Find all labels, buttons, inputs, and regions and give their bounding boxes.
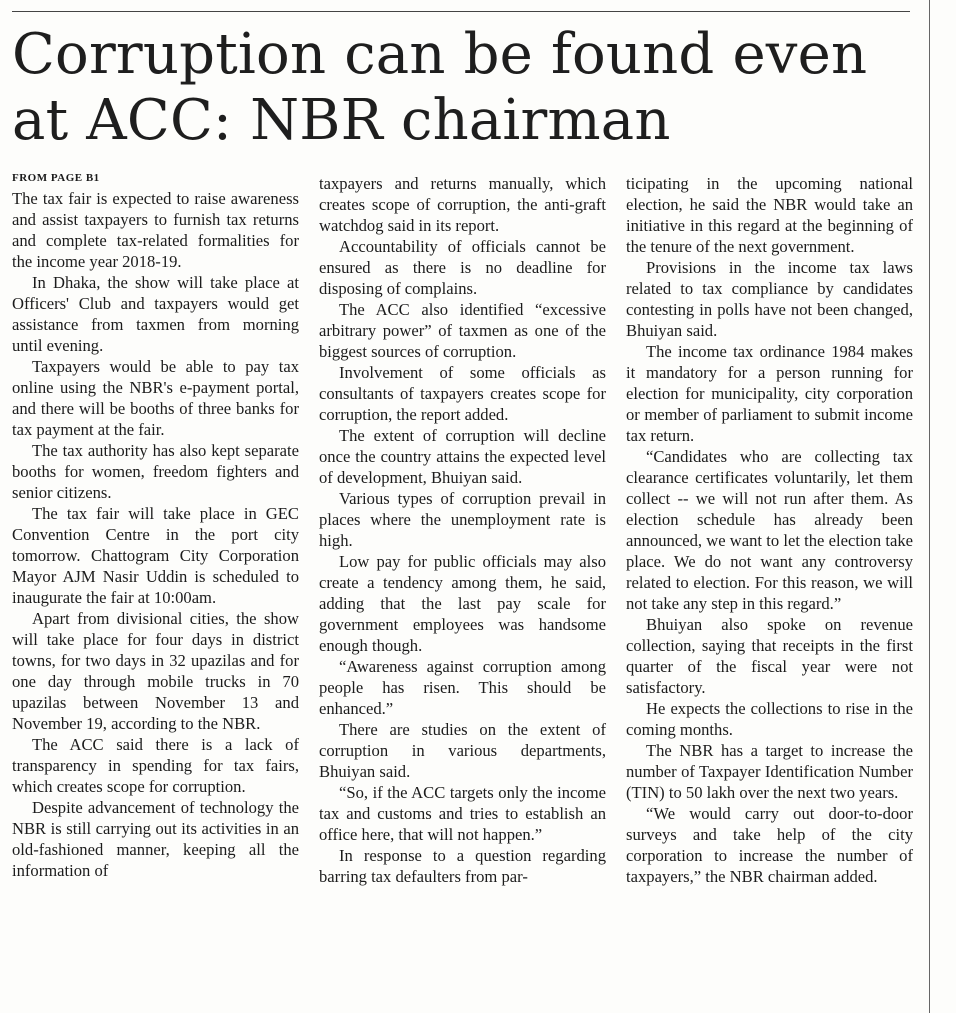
paragraph: Apart from divisional cities, the show will take place for four days in district towns, for two days in 32 upazilas and for one day through mobile trucks in 70 upazilas between November 13 and November 19, according to the NBR. bbox=[12, 609, 299, 733]
paragraph: In Dhaka, the show will take place at Officers' Club and taxpayers would get assistance from taxmen from morning until evening. bbox=[12, 273, 299, 355]
paragraph: The tax authority has also kept separate booths for women, freedom fighters and senior citizens. bbox=[12, 441, 299, 502]
article-column-2 bbox=[319, 173, 606, 887]
paragraph: The ACC said there is a lack of transparency in spending for tax fairs, which creates scope for corruption. bbox=[12, 735, 299, 796]
paragraph: Various types of corruption prevail in places where the unemployment rate is high. bbox=[319, 489, 606, 550]
paragraph: The tax fair will take place in GEC Convention Centre in the port city tomorrow. Chattogram City Corporation Mayor AJM Nasir Uddin is scheduled to inaugurate the fair at 10:00am. bbox=[12, 504, 299, 607]
paragraph: The income tax ordinance 1984 makes it mandatory for a person running for election for municipality, city corporation or member of parliament to submit income tax return. bbox=[626, 342, 913, 445]
paragraph: Bhuiyan also spoke on revenue collection, saying that receipts in the first quarter of the fiscal year were not satisfactory. bbox=[626, 615, 913, 697]
top-rule bbox=[12, 11, 910, 12]
paragraph: Taxpayers would be able to pay tax online using the NBR's e-payment portal, and there will be booths of three banks for tax payment at the fair. bbox=[12, 357, 299, 439]
paragraph: taxpayers and returns manually, which creates scope of corruption, the anti-graft watchdog said in its report. bbox=[319, 174, 606, 235]
paragraph: There are studies on the extent of corruption in various departments, Bhuiyan said. bbox=[319, 720, 606, 781]
paragraph: The NBR has a target to increase the number of Taxpayer Identification Number (TIN) to 50 lakh over the next two years. bbox=[626, 741, 913, 802]
headline: Corruption can be found even at ACC: NBR chairman bbox=[12, 22, 868, 153]
paragraph: The extent of corruption will decline once the country attains the expected level of development, Bhuiyan said. bbox=[319, 426, 606, 487]
article-column-3 bbox=[626, 173, 913, 887]
paragraph: ticipating in the upcoming national election, he said the NBR would take an initiative in this regard at the beginning of the tenure of the next government. bbox=[626, 174, 913, 256]
paragraph: “So, if the ACC targets only the income tax and customs and tries to establish an office here, that will not happen.” bbox=[319, 783, 606, 844]
article-column-1 bbox=[12, 188, 299, 881]
paragraph: Involvement of some officials as consultants of taxpayers creates scope for corruption, the report added. bbox=[319, 363, 606, 424]
paragraph: Despite advancement of technology the NBR is still carrying out its activities in an old-fashioned manner, keeping all the information of bbox=[12, 798, 299, 880]
paragraph: Provisions in the income tax laws related to tax compliance by candidates contesting in polls have not been changed, Bhuiyan said. bbox=[626, 258, 913, 340]
paragraph: He expects the collections to rise in the coming months. bbox=[626, 699, 913, 739]
paragraph: The tax fair is expected to raise awareness and assist taxpayers to furnish tax returns and complete tax-related formalities for the income year 2018-19. bbox=[12, 189, 299, 271]
paragraph: Low pay for public officials may also create a tendency among them, he said, adding that the last pay scale for government employees was handsome enough though. bbox=[319, 552, 606, 655]
jump-kicker: FROM PAGE B1 bbox=[12, 172, 100, 184]
paragraph: “Candidates who are collecting tax clearance certificates voluntarily, let them collect -- we will not run after them. As election schedule has already been announced, we want to let the election take place. We do not want any controversy related to election. For this reason, we will not take any step in this regard.” bbox=[626, 447, 913, 613]
paragraph: “Awareness against corruption among people has risen. This should be enhanced.” bbox=[319, 657, 606, 718]
paragraph: In response to a question regarding barring tax defaulters from par- bbox=[319, 846, 606, 886]
paragraph: “We would carry out door-to-door surveys and take help of the city corporation to increase the number of taxpayers,” the NBR chairman added. bbox=[626, 804, 913, 886]
column-divider-rule bbox=[929, 0, 930, 1013]
paragraph: Accountability of officials cannot be ensured as there is no deadline for disposing of complains. bbox=[319, 237, 606, 298]
paragraph: The ACC also identified “excessive arbitrary power” of taxmen as one of the biggest sources of corruption. bbox=[319, 300, 606, 361]
